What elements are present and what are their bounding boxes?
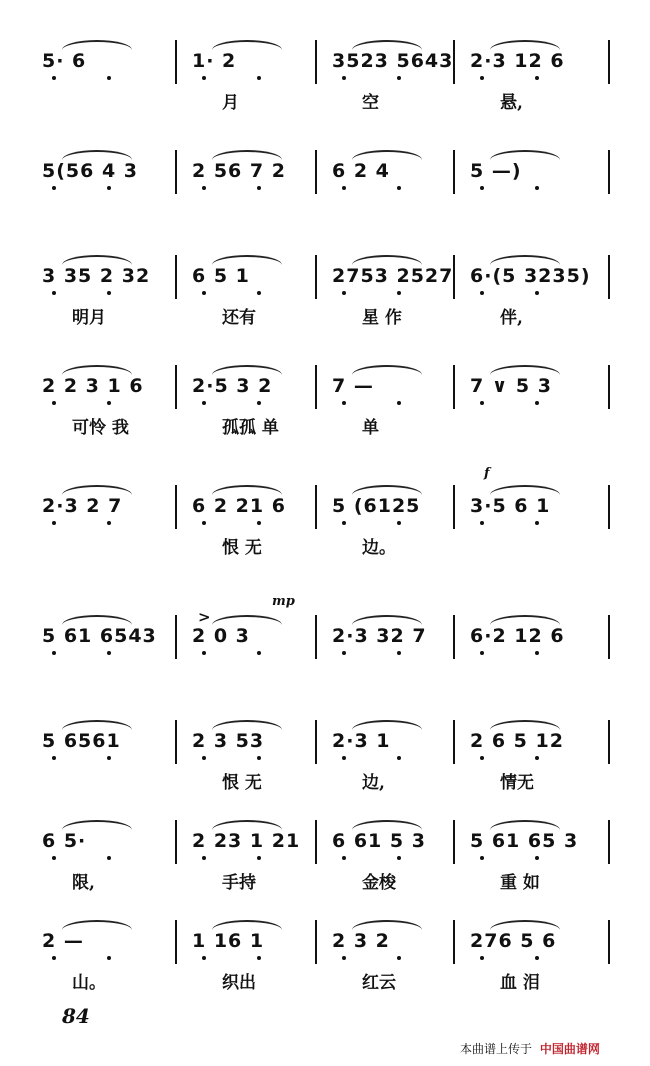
measure-lyric: 限,: [72, 873, 95, 893]
measure-notes: 5 —): [470, 160, 522, 182]
slur-arc: [352, 365, 422, 375]
octave-dot: [397, 521, 401, 525]
octave-dot: [202, 651, 206, 655]
measure-notes: 5 61 65 3: [470, 830, 579, 852]
slur-arc: [352, 615, 422, 625]
accent-mark: >: [198, 608, 211, 626]
octave-dot: [535, 186, 539, 190]
measure-notes: 2·3 1: [332, 730, 391, 752]
bar-line: [608, 40, 610, 84]
slur-arc: [62, 255, 132, 265]
octave-dot: [342, 401, 346, 405]
octave-dot: [52, 856, 56, 860]
octave-dot: [480, 291, 484, 295]
bar-line: [315, 615, 317, 659]
slur-arc: [352, 920, 422, 930]
bar-line: [175, 150, 177, 194]
octave-dot: [342, 956, 346, 960]
measure-lyric: 重 如: [500, 873, 540, 893]
measure-lyric: 单: [362, 418, 379, 438]
octave-dot: [480, 756, 484, 760]
slur-arc: [212, 365, 282, 375]
octave-dot: [52, 956, 56, 960]
measure-lyric: 空: [362, 93, 379, 113]
bar-line: [175, 820, 177, 864]
slur-arc: [490, 615, 560, 625]
octave-dot: [202, 956, 206, 960]
measure-notes: 5· 6: [42, 50, 87, 72]
octave-dot: [202, 521, 206, 525]
slur-arc: [490, 820, 560, 830]
octave-dot: [535, 401, 539, 405]
bar-line: [315, 820, 317, 864]
measure-lyric: 金梭: [362, 873, 396, 893]
measure-notes: 1· 2: [192, 50, 237, 72]
octave-dot: [52, 401, 56, 405]
measure-notes: 7 ∨ 5 3: [470, 375, 552, 397]
score-system: [30, 10, 620, 113]
bar-line: [175, 255, 177, 299]
slur-arc: [62, 720, 132, 730]
octave-dot: [107, 186, 111, 190]
octave-dot: [257, 186, 261, 190]
octave-dot: [257, 521, 261, 525]
slur-arc: [352, 40, 422, 50]
bar-line: [315, 40, 317, 84]
octave-dot: [52, 76, 56, 80]
octave-dot: [52, 186, 56, 190]
measure-lyric: 可怜 我: [72, 418, 129, 438]
slur-arc: [62, 615, 132, 625]
measure-notes: 2 3 53: [192, 730, 265, 752]
octave-dot: [202, 291, 206, 295]
bar-line: [175, 920, 177, 964]
mezzo-piano-mark: mp: [272, 594, 295, 609]
octave-dot: [397, 401, 401, 405]
octave-dot: [202, 186, 206, 190]
octave-dot: [397, 856, 401, 860]
octave-dot: [342, 521, 346, 525]
octave-dot: [52, 756, 56, 760]
measure-lyric: 织出: [222, 973, 256, 993]
measure-notes: 6·(5 3235): [470, 265, 591, 287]
slur-arc: [212, 820, 282, 830]
octave-dot: [107, 756, 111, 760]
octave-dot: [480, 956, 484, 960]
slur-arc: [212, 40, 282, 50]
bar-line: [453, 150, 455, 194]
bar-line: [175, 365, 177, 409]
measure-lyric: 山。: [72, 973, 106, 993]
measure-notes: 2 —: [42, 930, 84, 952]
octave-dot: [535, 756, 539, 760]
bar-line: [175, 40, 177, 84]
slur-arc: [352, 485, 422, 495]
octave-dot: [202, 76, 206, 80]
octave-dot: [342, 76, 346, 80]
octave-dot: [257, 956, 261, 960]
octave-dot: [480, 651, 484, 655]
octave-dot: [342, 651, 346, 655]
bar-line: [315, 365, 317, 409]
octave-dot: [480, 856, 484, 860]
measure-notes: 7 —: [332, 375, 374, 397]
octave-dot: [342, 186, 346, 190]
bar-line: [453, 365, 455, 409]
measure-notes: 2·3 12 6: [470, 50, 565, 72]
measure-lyric: 星 作: [362, 308, 402, 328]
octave-dot: [107, 856, 111, 860]
octave-dot: [480, 401, 484, 405]
octave-dot: [342, 291, 346, 295]
octave-dot: [257, 651, 261, 655]
measure-notes: 6 5 1: [192, 265, 250, 287]
measure-notes: 276 5 6: [470, 930, 557, 952]
bar-line: [608, 615, 610, 659]
score-system: [30, 120, 620, 220]
measure-lyric: 恨 无: [222, 773, 262, 793]
octave-dot: [535, 76, 539, 80]
measure-notes: 1 16 1: [192, 930, 265, 952]
measure-notes: 3·5 6 1: [470, 495, 551, 517]
slur-arc: [62, 365, 132, 375]
slur-arc: [212, 255, 282, 265]
bar-line: [175, 720, 177, 764]
measure-notes: 6 61 5 3: [332, 830, 426, 852]
octave-dot: [107, 521, 111, 525]
octave-dot: [397, 756, 401, 760]
score-system: [30, 335, 620, 438]
slur-arc: [62, 485, 132, 495]
measure-lyric: 悬,: [500, 93, 523, 113]
slur-arc: [490, 150, 560, 160]
score-system: [30, 455, 620, 558]
slur-arc: [212, 615, 282, 625]
measure-lyric: 血 泪: [500, 973, 540, 993]
measure-lyric: 情无: [500, 773, 534, 793]
measure-notes: 2 56 7 2: [192, 160, 286, 182]
measure-notes: 2·3 2 7: [42, 495, 123, 517]
slur-arc: [490, 255, 560, 265]
bar-line: [608, 150, 610, 194]
bar-line: [453, 485, 455, 529]
forte-mark: f: [484, 466, 490, 481]
octave-dot: [202, 756, 206, 760]
octave-dot: [107, 651, 111, 655]
upload-credit: [460, 1040, 600, 1057]
octave-dot: [535, 651, 539, 655]
bar-line: [453, 720, 455, 764]
measure-lyric: 月: [222, 93, 239, 113]
bar-line: [608, 255, 610, 299]
measure-lyric: 还有: [222, 308, 256, 328]
bar-line: [453, 920, 455, 964]
octave-dot: [202, 401, 206, 405]
measure-notes: 6 5·: [42, 830, 87, 852]
octave-dot: [480, 186, 484, 190]
measure-notes: 2753 2527: [332, 265, 454, 287]
slur-arc: [490, 40, 560, 50]
slur-arc: [490, 485, 560, 495]
bar-line: [315, 920, 317, 964]
measure-notes: 5 (6125: [332, 495, 421, 517]
octave-dot: [397, 291, 401, 295]
slur-arc: [212, 720, 282, 730]
octave-dot: [202, 856, 206, 860]
octave-dot: [397, 76, 401, 80]
measure-notes: 2·5 3 2: [192, 375, 273, 397]
octave-dot: [107, 956, 111, 960]
slur-arc: [212, 150, 282, 160]
site-logo-text[interactable]: 中国曲谱网: [539, 1042, 600, 1056]
bar-line: [453, 820, 455, 864]
octave-dot: [535, 856, 539, 860]
octave-dot: [480, 76, 484, 80]
bar-line: [608, 485, 610, 529]
octave-dot: [342, 856, 346, 860]
octave-dot: [52, 521, 56, 525]
octave-dot: [52, 651, 56, 655]
slur-arc: [352, 820, 422, 830]
octave-dot: [107, 401, 111, 405]
slur-arc: [352, 150, 422, 160]
octave-dot: [397, 956, 401, 960]
measure-notes: 6 2 21 6: [192, 495, 286, 517]
bar-line: [608, 920, 610, 964]
slur-arc: [352, 255, 422, 265]
slur-arc: [62, 820, 132, 830]
measure-notes: 2 2 3 1 6: [42, 375, 144, 397]
bar-line: [453, 615, 455, 659]
octave-dot: [397, 651, 401, 655]
measure-notes: 6 2 4: [332, 160, 390, 182]
slur-arc: [490, 920, 560, 930]
bar-line: [175, 615, 177, 659]
bar-line: [315, 720, 317, 764]
measure-notes: 5(56 4 3: [42, 160, 139, 182]
measure-lyric: 明月: [72, 308, 106, 328]
measure-notes: 2 3 2: [332, 930, 390, 952]
measure-notes: 5 61 6543: [42, 625, 157, 647]
octave-dot: [107, 291, 111, 295]
octave-dot: [480, 521, 484, 525]
measure-notes: 2 0 3: [192, 625, 250, 647]
octave-dot: [535, 521, 539, 525]
slur-arc: [62, 40, 132, 50]
octave-dot: [397, 186, 401, 190]
octave-dot: [257, 856, 261, 860]
measure-lyric: 伴,: [500, 308, 523, 328]
measure-lyric: 红云: [362, 973, 396, 993]
octave-dot: [342, 756, 346, 760]
octave-dot: [257, 401, 261, 405]
score-system: [30, 890, 620, 993]
measure-notes: 2 6 5 12: [470, 730, 564, 752]
page-number: 84: [62, 1004, 90, 1028]
measure-lyric: 边。: [362, 538, 396, 558]
measure-lyric: 孤孤 单: [222, 418, 279, 438]
octave-dot: [257, 756, 261, 760]
score-system: [30, 585, 620, 685]
bar-line: [175, 485, 177, 529]
octave-dot: [257, 76, 261, 80]
measure-lyric: 边,: [362, 773, 385, 793]
octave-dot: [535, 291, 539, 295]
slur-arc: [62, 920, 132, 930]
octave-dot: [52, 291, 56, 295]
measure-notes: 3523 5643: [332, 50, 454, 72]
bar-line: [608, 720, 610, 764]
measure-notes: 2 23 1 21: [192, 830, 301, 852]
bar-line: [608, 365, 610, 409]
octave-dot: [257, 291, 261, 295]
octave-dot: [107, 76, 111, 80]
slur-arc: [490, 720, 560, 730]
bar-line: [315, 485, 317, 529]
bar-line: [608, 820, 610, 864]
measure-notes: 5 6561: [42, 730, 121, 752]
credit-text: 本曲谱上传于: [460, 1042, 533, 1056]
score-system: [30, 790, 620, 893]
slur-arc: [352, 720, 422, 730]
bar-line: [315, 255, 317, 299]
slur-arc: [212, 485, 282, 495]
measure-notes: 6·2 12 6: [470, 625, 565, 647]
slur-arc: [490, 365, 560, 375]
measure-notes: 3 35 2 32: [42, 265, 151, 287]
score-system: [30, 225, 620, 328]
measure-lyric: 恨 无: [222, 538, 262, 558]
score-system: [30, 690, 620, 793]
measure-notes: 2·3 32 7: [332, 625, 427, 647]
bar-line: [315, 150, 317, 194]
slur-arc: [62, 150, 132, 160]
measure-lyric: 手持: [222, 873, 256, 893]
octave-dot: [535, 956, 539, 960]
slur-arc: [212, 920, 282, 930]
